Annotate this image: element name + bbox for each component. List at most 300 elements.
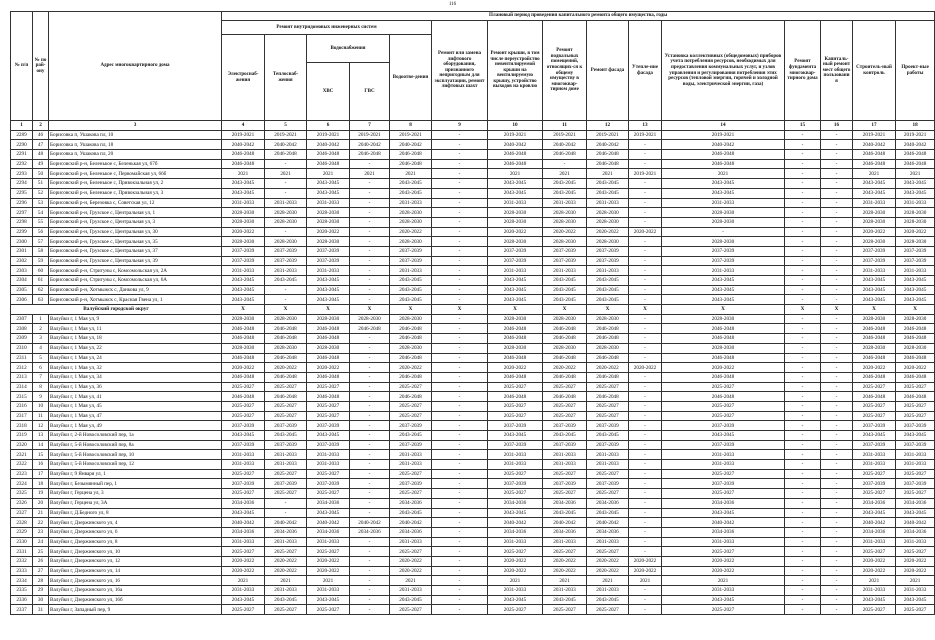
period-cell: 2037-2039: [222, 246, 265, 256]
period-cell: -: [785, 334, 821, 344]
period-cell: 2046-2048: [853, 150, 896, 160]
period-cell: 2028-2030: [222, 343, 265, 353]
period-cell: 2020-2022: [222, 363, 265, 373]
period-cell: 2046-2048: [488, 150, 543, 160]
period-cell: -: [350, 372, 390, 382]
period-cell: 2020-2022: [629, 363, 662, 373]
period-cell: 2019-2021: [307, 130, 350, 140]
row-number: 2293: [11, 169, 33, 179]
period-cell: -: [821, 363, 853, 373]
period-cell: 2025-2027: [896, 401, 935, 411]
period-cell: -: [432, 353, 488, 363]
period-cell: 2043-2045: [543, 595, 587, 605]
period-cell: 2037-2039: [587, 256, 629, 266]
district-number: 19: [33, 489, 49, 499]
period-cell: 2020-2022: [543, 566, 587, 576]
row-number: 2327: [11, 508, 33, 518]
row-number: 2290: [11, 140, 33, 150]
period-cell: -: [432, 586, 488, 596]
period-cell: -: [821, 401, 853, 411]
period-cell: -: [350, 276, 390, 286]
address: Валуйки г, 5-й Новосоловский пер, 10: [49, 450, 222, 460]
period-cell: 2028-2030: [307, 208, 350, 218]
period-cell: -: [785, 605, 821, 615]
period-cell: -: [350, 508, 390, 518]
column-number: 17: [853, 121, 896, 131]
period-cell: 2034-2036: [662, 498, 785, 508]
period-cell: 2028-2030: [587, 208, 629, 218]
period-cell: -: [432, 431, 488, 441]
period-cell: 2028-2030: [587, 217, 629, 227]
period-cell: 2028-2030: [390, 314, 432, 324]
period-cell: -: [543, 159, 587, 169]
address: Валуйки г, 5-й Новосоловский пер, 12: [49, 460, 222, 470]
period-cell: -: [629, 256, 662, 266]
row-number: 2299: [11, 227, 33, 237]
period-cell: 2028-2030: [853, 343, 896, 353]
period-cell: 2025-2027: [390, 489, 432, 499]
period-cell: 2028-2030: [896, 208, 935, 218]
period-cell: 2046-2048: [488, 159, 543, 169]
period-cell: 2028-2030: [222, 217, 265, 227]
header-electro: Электроснаб-жения: [222, 35, 265, 121]
district-number: 27: [33, 566, 49, 576]
period-cell: 2019-2021: [629, 130, 662, 140]
period-cell: -: [629, 208, 662, 218]
period-cell: 2021: [896, 576, 935, 586]
row-number: 2316: [11, 401, 33, 411]
period-cell: 2037-2039: [896, 440, 935, 450]
period-cell: 2025-2027: [662, 489, 785, 499]
period-cell: 2037-2039: [896, 421, 935, 431]
period-cell: -: [629, 266, 662, 276]
period-cell: -: [821, 392, 853, 402]
period-cell: 2043-2045: [222, 508, 265, 518]
period-cell: -: [350, 217, 390, 227]
period-cell: -: [821, 382, 853, 392]
period-cell: -: [350, 159, 390, 169]
period-cell: 2043-2045: [853, 595, 896, 605]
table-row: [11, 469, 935, 479]
header-address: Адрес многоквартирного дома: [49, 12, 222, 121]
period-cell: 2043-2045: [390, 431, 432, 441]
period-cell: -: [785, 179, 821, 189]
period-cell: 2025-2027: [853, 469, 896, 479]
period-cell: -: [785, 208, 821, 218]
period-cell: 2028-2030: [265, 217, 307, 227]
period-cell: -: [629, 140, 662, 150]
period-cell: 2025-2027: [265, 605, 307, 615]
period-cell: -: [432, 324, 488, 334]
period-cell: -: [629, 237, 662, 247]
period-cell: -: [785, 169, 821, 179]
district-number: 20: [33, 498, 49, 508]
period-cell: 2046-2048: [662, 324, 785, 334]
district-number: 46: [33, 130, 49, 140]
row-number: 2291: [11, 150, 33, 160]
period-cell: -: [821, 469, 853, 479]
period-cell: 2020-2022: [543, 556, 587, 566]
period-cell: 2031-2033: [390, 198, 432, 208]
period-cell: 2046-2048: [390, 150, 432, 160]
period-cell: 2028-2030: [390, 343, 432, 353]
period-cell: 2028-2030: [488, 314, 543, 324]
row-number: 2336: [11, 595, 33, 605]
period-cell: -: [785, 401, 821, 411]
address: Валуйки г, 1 Мая ул, 22: [49, 343, 222, 353]
period-cell: -: [432, 179, 488, 189]
period-cell: -: [432, 547, 488, 557]
period-cell: 2046-2048: [853, 324, 896, 334]
period-cell: 2020-2022: [662, 556, 785, 566]
period-cell: 2040-2042: [307, 518, 350, 528]
period-cell: 2037-2039: [222, 440, 265, 450]
period-cell: 2046-2048: [390, 353, 432, 363]
period-cell: 2025-2027: [853, 411, 896, 421]
period-cell: 2021: [543, 169, 587, 179]
table-row: [11, 479, 935, 489]
period-cell: 2025-2027: [853, 401, 896, 411]
period-cell: 2046-2048: [662, 353, 785, 363]
period-cell: 2043-2045: [488, 431, 543, 441]
period-cell: 2046-2048: [662, 392, 785, 402]
period-cell: 2040-2042: [222, 518, 265, 528]
period-cell: 2037-2039: [587, 479, 629, 489]
period-cell: -: [629, 431, 662, 441]
period-cell: 2043-2045: [222, 179, 265, 189]
period-cell: -: [350, 392, 390, 402]
period-cell: 2021: [222, 576, 265, 586]
period-cell: -: [350, 547, 390, 557]
period-cell: 2043-2045: [488, 276, 543, 286]
header-facade: Ремонт фасада: [587, 21, 629, 121]
period-cell: 2037-2039: [853, 421, 896, 431]
table-row: [11, 314, 935, 324]
period-cell: -: [432, 198, 488, 208]
period-cell: 2025-2027: [307, 411, 350, 421]
period-cell: -: [432, 527, 488, 537]
period-cell: -: [785, 498, 821, 508]
header-meters: Установка коллективных (общедомовых) приборов учета потребления ресурсов, необходимых для предоставления коммунальных услуг, и узлов управления и регулирования потребления этих ресурсов (тепловой энергии, горячей и холодной воды, электрической энергии, газа): [662, 21, 785, 121]
header-gvs: ГВС: [350, 63, 390, 121]
table-row: [11, 489, 935, 499]
column-number: 15: [785, 121, 821, 131]
row-number: 2309: [11, 334, 33, 344]
period-cell: 2025-2027: [390, 401, 432, 411]
period-cell: -: [629, 159, 662, 169]
period-cell: 2037-2039: [307, 479, 350, 489]
address: Валуйки г, Безымянный пер, 1: [49, 479, 222, 489]
period-cell: 2046-2048: [853, 159, 896, 169]
period-cell: -: [785, 547, 821, 557]
period-cell: -: [785, 489, 821, 499]
address: Валуйки г, Дзержинского ул, 12: [49, 556, 222, 566]
table-row: [11, 324, 935, 334]
period-cell: 2021: [307, 576, 350, 586]
period-cell: 2020-2022: [896, 227, 935, 237]
period-cell: 2040-2042: [390, 140, 432, 150]
period-cell: -: [629, 188, 662, 198]
period-cell: -: [821, 411, 853, 421]
period-cell: -: [432, 421, 488, 431]
period-cell: 2020-2022: [222, 227, 265, 237]
district-number: 58: [33, 246, 49, 256]
period-cell: 2046-2048: [265, 392, 307, 402]
period-cell: 2031-2033: [390, 450, 432, 460]
period-cell: 2025-2027: [896, 547, 935, 557]
period-cell: -: [350, 266, 390, 276]
period-cell: -: [432, 508, 488, 518]
period-cell: -: [629, 334, 662, 344]
period-cell: -: [785, 343, 821, 353]
period-cell: 2031-2033: [488, 537, 543, 547]
period-cell: 2031-2033: [587, 450, 629, 460]
table-row: [11, 169, 935, 179]
period-cell: 2040-2042: [350, 518, 390, 528]
period-cell: 2043-2045: [390, 595, 432, 605]
period-cell: 2046-2048: [587, 334, 629, 344]
period-cell: 2046-2048: [390, 372, 432, 382]
row-number: 2301: [11, 246, 33, 256]
period-cell: 2025-2027: [853, 547, 896, 557]
period-cell: 2043-2045: [662, 431, 785, 441]
period-cell: -: [432, 188, 488, 198]
period-cell: 2031-2033: [587, 460, 629, 470]
period-cell: 2021: [587, 169, 629, 179]
period-cell: 2020-2022: [488, 556, 543, 566]
period-cell: 2020-2022: [543, 363, 587, 373]
period-cell: 2040-2042: [896, 140, 935, 150]
period-cell: -: [265, 498, 307, 508]
period-cell: 2031-2033: [222, 266, 265, 276]
period-cell: -: [821, 595, 853, 605]
row-number: 2332: [11, 556, 33, 566]
period-cell: -: [785, 382, 821, 392]
row-number: 2315: [11, 392, 33, 402]
period-cell: 2037-2039: [662, 246, 785, 256]
period-cell: 2043-2045: [896, 431, 935, 441]
period-cell: 2046-2048: [896, 159, 935, 169]
period-cell: 2020-2022: [587, 566, 629, 576]
column-number: 5: [265, 121, 307, 131]
period-cell: -: [432, 450, 488, 460]
table-row: [11, 460, 935, 470]
period-cell: 2046-2048: [222, 334, 265, 344]
period-cell: -: [350, 246, 390, 256]
header-roof: Ремонт крыши, в том числе переустройство невентилируемой крыши на вентилируемую крышу, устройство выходов на кровлю: [488, 21, 543, 121]
period-cell: 2043-2045: [307, 295, 350, 305]
period-cell: -: [785, 246, 821, 256]
column-number: 4: [222, 121, 265, 131]
period-cell: 2031-2033: [307, 586, 350, 596]
district-number: 57: [33, 237, 49, 247]
period-cell: 2040-2042: [488, 518, 543, 528]
period-cell: 2025-2027: [222, 489, 265, 499]
period-cell: 2034-2036: [390, 498, 432, 508]
period-cell: 2028-2030: [853, 237, 896, 247]
period-cell: 2043-2045: [488, 285, 543, 295]
period-cell: -: [629, 479, 662, 489]
period-cell: X: [488, 305, 543, 315]
table-row: [11, 140, 935, 150]
period-cell: -: [432, 518, 488, 528]
period-cell: 2031-2033: [265, 586, 307, 596]
section-title: Валуйский городской округ: [11, 305, 222, 315]
period-cell: 2021: [390, 169, 432, 179]
period-cell: 2046-2048: [853, 334, 896, 344]
period-cell: 2046-2048: [896, 372, 935, 382]
address: Валуйки г, 1 Мая ул, 18: [49, 334, 222, 344]
period-cell: 2019-2021: [853, 130, 896, 140]
period-cell: 2031-2033: [543, 537, 587, 547]
period-cell: 2046-2048: [896, 334, 935, 344]
period-cell: -: [350, 353, 390, 363]
period-cell: -: [432, 246, 488, 256]
period-cell: X: [432, 305, 488, 315]
period-cell: 2025-2027: [587, 411, 629, 421]
period-cell: -: [785, 188, 821, 198]
period-cell: 2020-2022: [587, 363, 629, 373]
period-cell: -: [432, 566, 488, 576]
district-number: 29: [33, 586, 49, 596]
period-cell: 2040-2042: [543, 518, 587, 528]
period-cell: 2025-2027: [662, 411, 785, 421]
district-number: 49: [33, 159, 49, 169]
district-number: 47: [33, 140, 49, 150]
period-cell: 2043-2045: [587, 285, 629, 295]
period-cell: -: [432, 605, 488, 615]
period-cell: 2043-2045: [390, 295, 432, 305]
period-cell: -: [265, 285, 307, 295]
table-row: [11, 198, 935, 208]
period-cell: 2031-2033: [853, 266, 896, 276]
table-row: [11, 586, 935, 596]
header-systems: Ремонт внутридомовых инженерных систем: [222, 21, 432, 35]
period-cell: 2043-2045: [896, 508, 935, 518]
period-cell: -: [821, 556, 853, 566]
period-cell: -: [785, 198, 821, 208]
district-number: 1: [33, 314, 49, 324]
period-cell: -: [821, 198, 853, 208]
period-cell: -: [785, 276, 821, 286]
address: Борисовский р-н, Беленькое с, Первомайская ул, 66б: [49, 169, 222, 179]
period-cell: 2043-2045: [662, 188, 785, 198]
period-cell: X: [629, 305, 662, 315]
period-cell: 2020-2022: [307, 227, 350, 237]
table-row: [11, 566, 935, 576]
period-cell: 2025-2027: [662, 605, 785, 615]
address: Борисовский р-н, Беленькое с, Привокзальная ул, 2: [49, 179, 222, 189]
period-cell: 2031-2033: [390, 460, 432, 470]
period-cell: -: [821, 353, 853, 363]
period-cell: -: [629, 440, 662, 450]
period-cell: -: [350, 343, 390, 353]
period-cell: 2046-2048: [307, 324, 350, 334]
period-cell: 2043-2045: [662, 295, 785, 305]
column-number: 13: [629, 121, 662, 131]
column-number: 6: [307, 121, 350, 131]
period-cell: 2031-2033: [896, 198, 935, 208]
period-cell: -: [785, 324, 821, 334]
period-cell: 2025-2027: [853, 605, 896, 615]
period-cell: 2021: [629, 576, 662, 586]
period-cell: 2043-2045: [543, 295, 587, 305]
table-row: [11, 363, 935, 373]
period-cell: 2046-2048: [662, 334, 785, 344]
period-cell: 2031-2033: [662, 586, 785, 596]
row-number: 2337: [11, 605, 33, 615]
period-cell: -: [432, 295, 488, 305]
period-cell: 2020-2022: [307, 566, 350, 576]
period-cell: 2031-2033: [488, 266, 543, 276]
period-cell: -: [432, 266, 488, 276]
period-cell: 2025-2027: [390, 411, 432, 421]
period-cell: 2028-2030: [543, 343, 587, 353]
period-cell: 2043-2045: [488, 595, 543, 605]
period-cell: 2025-2027: [222, 469, 265, 479]
row-number: 2328: [11, 518, 33, 528]
period-cell: -: [821, 566, 853, 576]
header-hvs: ХВС: [307, 63, 350, 121]
period-cell: 2020-2022: [587, 227, 629, 237]
period-cell: -: [350, 285, 390, 295]
address: Валуйки г, 1 Мая ул, 9: [49, 314, 222, 324]
period-cell: 2031-2033: [896, 460, 935, 470]
period-cell: 2037-2039: [662, 479, 785, 489]
period-cell: 2037-2039: [587, 246, 629, 256]
row-number: 2311: [11, 353, 33, 363]
period-cell: -: [350, 411, 390, 421]
period-cell: -: [785, 159, 821, 169]
column-number: 7: [350, 121, 390, 131]
period-cell: 2043-2045: [488, 508, 543, 518]
period-cell: 2031-2033: [488, 586, 543, 596]
period-cell: -: [821, 547, 853, 557]
period-cell: 2046-2048: [853, 372, 896, 382]
district-number: 31: [33, 605, 49, 615]
district-number: 11: [33, 411, 49, 421]
table-row: [11, 372, 935, 382]
row-number: 2331: [11, 547, 33, 557]
period-cell: -: [265, 508, 307, 518]
period-cell: 2021: [543, 576, 587, 586]
period-cell: 2043-2045: [587, 179, 629, 189]
period-cell: 2019-2021: [350, 130, 390, 140]
period-cell: 2046-2048: [222, 353, 265, 363]
period-cell: 2031-2033: [896, 266, 935, 276]
period-cell: 2043-2045: [896, 285, 935, 295]
period-cell: -: [785, 527, 821, 537]
period-cell: -: [785, 295, 821, 305]
period-cell: 2046-2048: [390, 159, 432, 169]
period-cell: -: [350, 188, 390, 198]
period-cell: 2034-2036: [896, 498, 935, 508]
period-cell: 2031-2033: [222, 537, 265, 547]
period-cell: 2021: [853, 169, 896, 179]
period-cell: 2037-2039: [307, 421, 350, 431]
row-number: 2325: [11, 489, 33, 499]
period-cell: 2025-2027: [662, 547, 785, 557]
table-row: [11, 285, 935, 295]
period-cell: 2025-2027: [587, 382, 629, 392]
district-number: 16: [33, 460, 49, 470]
row-number: 2297: [11, 208, 33, 218]
period-cell: -: [821, 130, 853, 140]
row-number: 2307: [11, 314, 33, 324]
period-cell: 2025-2027: [896, 469, 935, 479]
period-cell: 2031-2033: [390, 586, 432, 596]
period-cell: 2037-2039: [896, 479, 935, 489]
